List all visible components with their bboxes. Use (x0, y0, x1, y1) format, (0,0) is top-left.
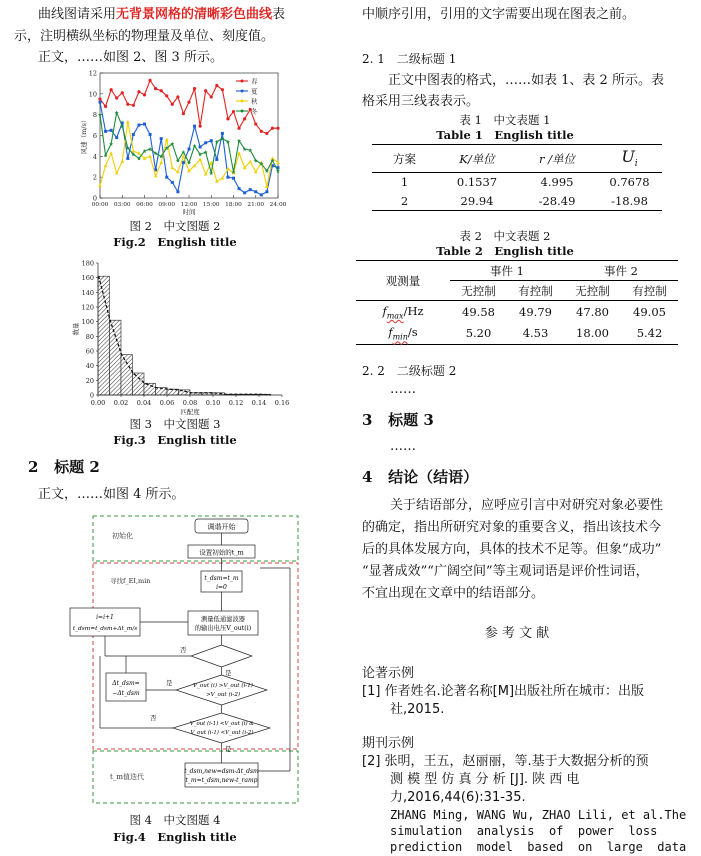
data-point (265, 132, 268, 135)
data-point (171, 181, 174, 184)
table1-cell: 4.995 (540, 175, 574, 190)
data-point (160, 89, 163, 92)
heading-4-title: 结论（结语） (388, 468, 479, 486)
ellipsis-1: …… (390, 382, 416, 397)
conclusion-line-4: “显著成效”“广阔空间”等主观词语是评价性词语， (362, 564, 649, 579)
y-tick-label: 2 (92, 173, 97, 182)
data-point (137, 124, 140, 127)
table-row (356, 301, 678, 323)
table1-cell: 2 (400, 193, 409, 208)
ref-1-line-1: [1] 作者姓名.论著名称[M]出版社所在城市：出版 (362, 684, 645, 699)
data-point (260, 130, 263, 133)
table1-caption-cn: 表 1 中文表题 1 (459, 113, 551, 127)
data-point (182, 112, 185, 115)
ref-category-1: 论著示例 (362, 666, 415, 681)
data-point (276, 127, 279, 130)
data-point (187, 161, 191, 165)
table1-cell: 0.7678 (609, 175, 650, 190)
fig4-caption-en: Fig.4 English title (113, 830, 237, 844)
data-point (154, 87, 157, 90)
x-tick-label: 0.12 (228, 399, 244, 407)
x-tick-label: 15:00 (202, 202, 220, 208)
final-text-2: t_m=t_dsm,new-t_ramp (185, 777, 258, 784)
conclusion-line-2: 的确定，指出所研究对象的重要含义，指出该技术今 (362, 520, 662, 535)
legend-marker (241, 110, 244, 113)
intro-line-2: 示，注明横纵坐标的物理量及单位、刻度值。 (14, 29, 275, 44)
table2-cell: 47.80 (576, 304, 609, 319)
data-point (148, 79, 151, 82)
table2-cell: 49.79 (519, 304, 552, 319)
table1-header-scheme: 方案 (393, 151, 416, 166)
y-tick-label: 80 (85, 332, 94, 341)
x-axis-label: 匹配度 (180, 408, 200, 416)
table2-row-label-var: f (382, 303, 387, 318)
x-tick-label: 0.14 (251, 399, 267, 407)
heading-2-title: 标题 2 (54, 458, 100, 476)
data-point (132, 133, 135, 136)
table1-header-u (597, 145, 662, 173)
table2-sub-header: 无控制 (450, 281, 507, 301)
table2-cell: 5.42 (636, 326, 663, 341)
data-point (204, 141, 207, 144)
table2-cell: 4.53 (522, 326, 549, 341)
iter-label: t_m值迭代 (110, 773, 144, 781)
table2-row-label-unit: /Hz (403, 303, 424, 318)
negate-text-2: −Δt_dsm (112, 690, 140, 697)
table2-row-label (356, 323, 450, 345)
data-point (98, 97, 101, 100)
table-row (356, 323, 678, 345)
heading-3-number: 3 (362, 411, 373, 429)
x-tick-label: 0.00 (90, 399, 106, 407)
table1-caption-en: Table 1 English title (436, 128, 574, 142)
data-point (182, 161, 185, 164)
y-tick-label: 10 (88, 90, 97, 99)
yes-label-1: 是 (225, 669, 232, 677)
ellipsis-2: …… (390, 439, 416, 454)
data-point (243, 117, 246, 120)
x-tick-label: 0.08 (182, 399, 198, 407)
x-tick-label: 06:00 (136, 202, 153, 208)
data-point (193, 87, 196, 90)
x-tick-label: 00:00 (91, 202, 109, 208)
y-tick-label: 8 (92, 111, 97, 120)
data-point (171, 103, 174, 106)
x-tick-label: 0.06 (159, 399, 175, 407)
cond2-text-2: V_out (i-1) <V_out (i-2) (190, 730, 254, 736)
data-point (237, 127, 240, 130)
y-tick-label: 6 (92, 132, 97, 140)
x-tick-label: 24:00 (269, 202, 287, 208)
data-point (232, 177, 235, 180)
x-tick-label: 0.04 (136, 399, 152, 407)
ref-2-line-2: 测 模 型 仿 真 分 析 [J]. 陕 西 电 (390, 772, 580, 787)
legend-label: 夏 (251, 87, 258, 96)
histogram-bar (110, 320, 122, 395)
x-tick-label: 03:00 (113, 202, 131, 208)
x-axis-label: 时间 (182, 208, 196, 216)
legend-label: 春 (251, 77, 258, 86)
data-point (237, 151, 241, 154)
data-point (126, 157, 129, 160)
data-point (148, 154, 152, 157)
increment-text-2: t_dsm=t_dsm+Δt_m/s (72, 626, 138, 632)
table2-header-event1: 事件 1 (450, 261, 564, 281)
table2-cell: 18.00 (576, 326, 609, 341)
table-row (372, 173, 662, 192)
ref-category-2: 期刊示例 (362, 736, 415, 751)
data-point (215, 158, 218, 161)
data-point (260, 193, 263, 196)
y-tick-label: 120 (81, 303, 94, 312)
para-fig4: 正文，……如图 4 所示。 (38, 487, 185, 502)
table1-cell: -18.98 (611, 193, 648, 208)
table2-cell: 49.58 (462, 304, 495, 319)
intro-text-suffix: 表 (272, 7, 286, 22)
table2-row-label-unit: /s (407, 325, 418, 340)
table1-header-row (372, 145, 662, 173)
table-1 (372, 144, 662, 211)
data-point (221, 132, 224, 135)
data-point (199, 125, 202, 128)
data-point (198, 157, 202, 160)
cond1-text-2: >V_out (i-2) (205, 692, 241, 698)
data-point (249, 188, 252, 191)
ref-2-line-6: prediction model based on large data (390, 840, 687, 854)
y-tick-label: 100 (81, 318, 94, 327)
y-axis-label: 数量 (72, 322, 80, 336)
fig4-caption-cn: 图 4 中文图题 4 (129, 813, 221, 827)
data-point (221, 88, 224, 91)
intro-line-3: 正文，……如图 2、图 3 所示。 (38, 50, 223, 65)
data-point (254, 190, 257, 193)
fig3-caption-cn: 图 3 中文图题 3 (129, 417, 221, 431)
data-point (210, 95, 213, 98)
intro-line-1 (38, 5, 348, 25)
table-2 (356, 260, 678, 345)
data-point (215, 84, 218, 87)
intro-text: 曲线图请采用 (38, 7, 117, 22)
y-tick-label: 4 (92, 152, 97, 161)
cond1-text-1: V_out (i) >V_out (i-1) (193, 683, 253, 689)
table1-cell: 1 (400, 175, 409, 190)
legend-marker (241, 80, 244, 83)
decision-1 (191, 645, 252, 667)
table2-cell: 49.05 (633, 304, 666, 319)
measure-text-1: 测量低通滤波器 (200, 616, 246, 623)
negate-text-1: Δt_dsm= (112, 680, 140, 687)
data-point (271, 127, 274, 130)
fig2-caption-en: Fig.2 English title (113, 235, 237, 249)
data-point (160, 137, 163, 140)
set-init-text: 设置初始的t_m (199, 548, 244, 557)
histogram-bar (133, 373, 145, 395)
y-tick-label: 140 (81, 288, 94, 297)
table2-header-row-1 (356, 261, 678, 281)
conclusion-line-5: 不宜出现在文章中的结语部分。 (362, 586, 545, 601)
data-point (143, 93, 146, 96)
start-text: 调谐开始 (207, 523, 236, 531)
y-tick-label: 160 (81, 274, 94, 283)
para-tables-2: 格采用三线表表示。 (362, 94, 480, 109)
data-point (226, 117, 229, 120)
conclusion-line-1: 关于结语部分，应呼应引言中对研究对象必要性 (390, 498, 664, 513)
data-point (176, 190, 179, 193)
data-point (165, 176, 168, 179)
flowchart-left-branch (66, 515, 196, 805)
legend-label: 冬 (251, 107, 258, 116)
assign-text-2: i=0 (216, 584, 227, 591)
ref-2-line-4: ZHANG Ming, WANG Wu, ZHAO Lili, et al.The (390, 808, 687, 822)
wind-speed-line-chart (78, 67, 288, 219)
intro-highlight: 无背景网格的清晰彩色曲线 (116, 7, 273, 22)
legend-label: 秋 (251, 97, 258, 106)
ref-2-line-5: simulation analysis of power loss (390, 824, 658, 838)
data-point (193, 125, 196, 128)
para-tables-1: 正文中图表的格式，……如表 1、表 2 所示。表 (388, 73, 664, 88)
measure-text-2: 的输出电压V_out(i) (194, 625, 252, 632)
table2-sub-header: 有控制 (621, 281, 678, 301)
table2-row-label-sub: max (386, 310, 404, 320)
x-tick-label: 21:00 (247, 202, 265, 208)
histogram-bar (121, 355, 133, 395)
table2-header-obs: 观测量 (356, 261, 450, 301)
y-tick-label: 12 (88, 69, 97, 78)
data-point (232, 110, 235, 113)
data-point (149, 133, 152, 136)
heading-3-title: 标题 3 (388, 411, 434, 429)
table2-row-label-var: f (388, 325, 393, 340)
data-point (265, 190, 268, 193)
data-point (110, 129, 113, 132)
x-tick-label: 12:00 (180, 202, 198, 208)
data-point (210, 139, 213, 142)
data-point (209, 171, 213, 175)
final-text-1: t_dsm,new=dsm-Δt_dsm (184, 768, 259, 775)
no-label-2: 否 (150, 714, 157, 722)
data-point (115, 96, 118, 99)
data-point (187, 101, 190, 104)
heading-3 (362, 409, 434, 431)
heading-4-number: 4 (362, 468, 373, 486)
data-point (248, 148, 252, 152)
data-point (248, 160, 252, 163)
x-tick-label: 0.16 (274, 399, 290, 407)
table2-caption-cn: 表 2 中文表题 2 (459, 229, 551, 243)
y-tick-label: 60 (85, 347, 94, 356)
x-tick-label: 18:00 (225, 202, 242, 208)
fig2-caption-cn: 图 2 中文图题 2 (129, 219, 221, 233)
heading-2-number: 2 (28, 458, 39, 476)
yes-label-2: 是 (166, 679, 173, 687)
data-point (132, 104, 135, 107)
table1-header-k: K/单位 (459, 151, 495, 166)
section-2-1: 2. 1 二级标题 1 (362, 52, 457, 66)
data-point (115, 136, 118, 139)
references-title: 参 考 文 献 (484, 626, 550, 641)
yes-label-3: 是 (225, 745, 232, 753)
y-tick-label: 180 (81, 259, 94, 268)
table2-header-event2: 事件 2 (564, 261, 678, 281)
data-point (254, 122, 257, 125)
data-point (226, 176, 229, 179)
y-axis-label: 风速（m/s） (80, 116, 88, 155)
cond2-text-1: V_out (i-1) <V_out (i) & (189, 721, 255, 727)
table1-header-u-main: U (621, 147, 635, 167)
data-point (104, 153, 108, 157)
data-point (159, 161, 163, 164)
data-point (109, 142, 113, 146)
data-point (238, 187, 241, 190)
ref-2-line-3: 力,2016,44(6):31-35. (390, 790, 526, 805)
right-top-line: 中顺序引用，引用的文字需要出现在图表之前。 (362, 7, 636, 22)
fig3-caption-en: Fig.3 English title (113, 433, 237, 447)
no-label-1: 否 (180, 646, 187, 654)
data-point (199, 145, 202, 148)
data-point (104, 105, 107, 108)
table2-sub-header: 无控制 (564, 281, 621, 301)
data-point (165, 138, 169, 141)
y-tick-label: 20 (85, 376, 94, 385)
data-point (143, 123, 146, 126)
y-tick-label: 0 (89, 391, 94, 400)
table1-cell: 0.1537 (456, 175, 498, 190)
section-2-2: 2. 2 二级标题 2 (362, 364, 457, 378)
search-label: 寻找f_EI,min (110, 577, 151, 585)
conclusion-line-3: 后的具体发展方向，具体的技术不足等。但象“成功” (362, 542, 662, 557)
data-point (165, 94, 168, 97)
table1-cell: 29.94 (460, 193, 494, 208)
legend-marker (241, 90, 244, 93)
data-point (154, 174, 158, 177)
data-point (126, 120, 130, 123)
data-point (204, 89, 207, 92)
data-point (176, 95, 179, 98)
table2-caption-en: Table 2 English title (436, 244, 574, 258)
heading-4 (362, 466, 478, 488)
data-point (99, 101, 102, 104)
data-point (126, 103, 129, 106)
x-tick-label: 0.10 (205, 399, 221, 407)
heading-2 (28, 456, 100, 478)
data-point (98, 184, 102, 187)
data-point (110, 88, 113, 91)
data-point (137, 90, 140, 93)
table2-sub-header: 有控制 (507, 281, 564, 301)
x-tick-label: 09:00 (158, 202, 176, 208)
assign-text-1: t_dsm=t_m (204, 575, 239, 582)
y-tick-label: 0 (92, 194, 97, 203)
data-point (188, 148, 191, 151)
table1-header-u-sub: i (634, 159, 638, 170)
data-point (120, 160, 124, 163)
data-point (121, 91, 124, 94)
increment-text-1: i=i+1 (96, 614, 114, 621)
y-tick-label: 40 (85, 362, 94, 371)
flowchart-right-loop (258, 560, 294, 800)
init-label: 初始化 (112, 532, 133, 540)
match-degree-histogram (70, 255, 295, 417)
data-point (243, 191, 246, 194)
table2-cell: 5.20 (465, 326, 492, 341)
table-row (372, 192, 662, 211)
ref-2-line-1: [2] 张明，王五，赵丽丽，等.基于大数据分析的预 (362, 754, 649, 769)
table1-cell: -28.49 (538, 193, 576, 208)
histogram-bar (98, 276, 110, 395)
data-point (171, 166, 175, 169)
table2-row-label (356, 301, 450, 323)
x-tick-label: 0.02 (113, 399, 129, 407)
table1-header-r: r /单位 (538, 151, 576, 166)
data-point (109, 151, 113, 154)
histogram-bar (144, 383, 156, 395)
legend-marker (241, 100, 244, 103)
table2-row-label-sub: min (392, 332, 408, 342)
data-point (104, 130, 107, 133)
ref-1-line-2: 社,2015. (390, 702, 445, 717)
